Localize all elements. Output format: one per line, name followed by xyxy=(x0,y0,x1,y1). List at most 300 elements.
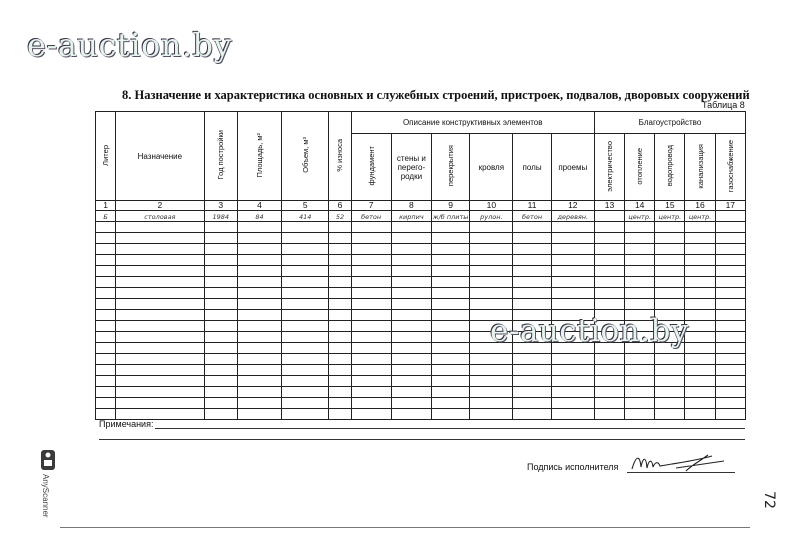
table-cell xyxy=(351,233,391,244)
table-cell xyxy=(431,266,469,277)
table-cell xyxy=(470,387,513,398)
table-cell xyxy=(685,321,715,332)
column-number: 8 xyxy=(391,201,431,211)
table-cell xyxy=(470,288,513,299)
table-row xyxy=(96,233,746,244)
table-cell xyxy=(96,233,116,244)
watermark-top: e-auction.by xyxy=(27,26,233,64)
table-cell xyxy=(625,255,655,266)
header-walls-line2: перего- xyxy=(397,162,426,172)
header-amenities-group: Благоустройство xyxy=(594,112,745,134)
column-number: 17 xyxy=(715,201,745,211)
table-cell xyxy=(431,376,469,387)
table-cell xyxy=(625,244,655,255)
table-cell xyxy=(96,376,116,387)
table-cell xyxy=(470,233,513,244)
table-cell xyxy=(513,376,551,387)
header-heating: отопление xyxy=(625,134,655,201)
table-cell xyxy=(625,266,655,277)
page-bottom-line xyxy=(60,527,750,528)
table-row xyxy=(96,365,746,376)
table-cell xyxy=(655,299,685,310)
table-cell xyxy=(715,299,745,310)
table-cell xyxy=(431,398,469,409)
table-label: Таблица 8 xyxy=(702,100,745,110)
table-cell xyxy=(594,299,624,310)
table-cell xyxy=(237,354,281,365)
cell-openings: деревян. xyxy=(551,211,594,222)
table-cell xyxy=(513,365,551,376)
table-cell xyxy=(351,332,391,343)
table-cell xyxy=(329,321,351,332)
table-cell xyxy=(685,244,715,255)
table-cell xyxy=(551,376,594,387)
table-cell xyxy=(625,365,655,376)
column-number: 12 xyxy=(551,201,594,211)
table-cell xyxy=(655,255,685,266)
table-cell xyxy=(715,277,745,288)
table-cell xyxy=(625,409,655,420)
table-cell xyxy=(715,365,745,376)
table-cell xyxy=(431,387,469,398)
table-cell xyxy=(351,398,391,409)
table-cell xyxy=(237,332,281,343)
table-cell xyxy=(204,244,237,255)
table-cell xyxy=(685,310,715,321)
cell-foundation: бетон xyxy=(351,211,391,222)
cell-water: центр. xyxy=(655,211,685,222)
column-number: 7 xyxy=(351,201,391,211)
table-cell xyxy=(431,244,469,255)
table-cell xyxy=(625,398,655,409)
table-cell xyxy=(715,222,745,233)
table-cell xyxy=(431,222,469,233)
table-cell xyxy=(351,244,391,255)
header-area: Площадь, м² xyxy=(237,112,281,201)
table-cell xyxy=(431,365,469,376)
header-roof: кровля xyxy=(470,134,513,201)
notes-label: Примечания: xyxy=(99,419,154,429)
table-cell xyxy=(470,409,513,420)
cell-year: 1984 xyxy=(204,211,237,222)
cell-purpose: столовая xyxy=(116,211,205,222)
table-cell xyxy=(237,233,281,244)
table-cell xyxy=(715,255,745,266)
table-cell xyxy=(685,288,715,299)
table-cell xyxy=(470,222,513,233)
table-cell xyxy=(513,222,551,233)
table-cell xyxy=(594,277,624,288)
table-cell xyxy=(116,321,205,332)
table-cell xyxy=(685,299,715,310)
table-cell xyxy=(329,398,351,409)
page-number: 72 xyxy=(760,491,777,509)
table-cell xyxy=(625,288,655,299)
table-cell xyxy=(655,409,685,420)
table-cell xyxy=(655,376,685,387)
table-cell xyxy=(655,266,685,277)
table-cell xyxy=(391,299,431,310)
table-cell xyxy=(513,288,551,299)
table-cell xyxy=(329,354,351,365)
table-cell xyxy=(237,266,281,277)
table-cell xyxy=(204,321,237,332)
table-cell xyxy=(685,343,715,354)
table-cell xyxy=(329,387,351,398)
table-cell xyxy=(625,354,655,365)
cell-wear: 52 xyxy=(329,211,351,222)
table-cell xyxy=(351,277,391,288)
table-cell xyxy=(351,310,391,321)
table-cell xyxy=(715,321,745,332)
table-cell xyxy=(329,233,351,244)
table-cell xyxy=(116,222,205,233)
table-row xyxy=(96,211,746,222)
column-number: 9 xyxy=(431,201,469,211)
table-cell xyxy=(237,343,281,354)
header-walls-line1: стены и xyxy=(396,153,426,163)
table-row xyxy=(96,222,746,233)
table-cell xyxy=(351,365,391,376)
table-cell xyxy=(431,321,469,332)
table-cell xyxy=(625,222,655,233)
table-cell xyxy=(431,233,469,244)
table-cell xyxy=(715,266,745,277)
table-cell xyxy=(551,244,594,255)
table-cell xyxy=(391,354,431,365)
table-cell xyxy=(351,288,391,299)
table-row xyxy=(96,398,746,409)
table-cell xyxy=(594,398,624,409)
table-cell xyxy=(655,387,685,398)
table-cell xyxy=(351,409,391,420)
table-cell xyxy=(116,354,205,365)
table-cell xyxy=(237,321,281,332)
column-number: 3 xyxy=(204,201,237,211)
table-cell xyxy=(282,387,329,398)
table-cell xyxy=(551,398,594,409)
table-cell xyxy=(329,266,351,277)
table-cell xyxy=(685,277,715,288)
table-cell xyxy=(329,310,351,321)
table-cell xyxy=(329,277,351,288)
header-walls xyxy=(391,134,431,201)
column-number: 5 xyxy=(282,201,329,211)
scanner-label: AnyScanner xyxy=(41,474,50,518)
table-cell xyxy=(594,365,624,376)
table-row xyxy=(96,299,746,310)
header-volume: Объем, м³ xyxy=(282,112,329,201)
table-cell xyxy=(351,387,391,398)
table-cell xyxy=(391,222,431,233)
table-cell xyxy=(431,409,469,420)
cell-ceilings: ж/б плиты xyxy=(432,212,469,221)
table-cell xyxy=(470,244,513,255)
column-number: 2 xyxy=(116,201,205,211)
table-cell xyxy=(551,299,594,310)
table-cell xyxy=(391,233,431,244)
table-cell xyxy=(204,255,237,266)
table-cell xyxy=(96,365,116,376)
table-cell xyxy=(116,343,205,354)
table-cell xyxy=(237,365,281,376)
table-cell xyxy=(715,398,745,409)
table-cell xyxy=(685,365,715,376)
table-cell xyxy=(282,266,329,277)
header-liter: Литер xyxy=(96,112,116,201)
table-cell xyxy=(204,376,237,387)
table-cell xyxy=(391,266,431,277)
table-cell xyxy=(513,387,551,398)
table-cell xyxy=(625,277,655,288)
table-cell xyxy=(282,299,329,310)
table-cell xyxy=(594,354,624,365)
table-cell xyxy=(391,332,431,343)
cell-volume: 414 xyxy=(282,211,329,222)
table-cell xyxy=(715,354,745,365)
table-cell xyxy=(685,222,715,233)
table-cell xyxy=(96,354,116,365)
table-cell xyxy=(715,332,745,343)
table-cell xyxy=(116,332,205,343)
table-cell xyxy=(594,376,624,387)
table-cell xyxy=(594,266,624,277)
table-cell xyxy=(594,255,624,266)
cell-roof: рулон. xyxy=(470,211,513,222)
table-cell xyxy=(204,277,237,288)
cell-sewerage: центр. xyxy=(685,211,715,222)
table-cell xyxy=(655,244,685,255)
table-cell xyxy=(715,244,745,255)
cell-area: 84 xyxy=(237,211,281,222)
table-cell xyxy=(655,398,685,409)
header-purpose: Назначение xyxy=(116,112,205,201)
table-cell xyxy=(513,398,551,409)
header-sewerage: канализация xyxy=(685,134,715,201)
cell-gas xyxy=(715,211,745,222)
table-cell xyxy=(625,387,655,398)
table-cell xyxy=(551,233,594,244)
table-cell xyxy=(329,409,351,420)
table-cell xyxy=(116,244,205,255)
table-cell xyxy=(237,398,281,409)
table-cell xyxy=(204,332,237,343)
table-cell xyxy=(282,409,329,420)
table-cell xyxy=(594,409,624,420)
table-cell xyxy=(204,233,237,244)
table-cell xyxy=(513,244,551,255)
table-cell xyxy=(431,288,469,299)
watermark-center: e-auction.by xyxy=(490,313,689,349)
table-cell xyxy=(431,343,469,354)
table-cell xyxy=(116,387,205,398)
cell-liter: Б xyxy=(96,211,116,222)
table-cell xyxy=(513,233,551,244)
table-cell xyxy=(391,244,431,255)
table-cell xyxy=(282,233,329,244)
table-cell xyxy=(282,321,329,332)
table-cell xyxy=(391,321,431,332)
column-number: 1 xyxy=(96,201,116,211)
table-row xyxy=(96,244,746,255)
table-cell xyxy=(282,365,329,376)
table-cell xyxy=(513,299,551,310)
table-cell xyxy=(116,376,205,387)
header-floors: полы xyxy=(513,134,551,201)
table-cell xyxy=(431,299,469,310)
table-cell xyxy=(594,222,624,233)
table-cell xyxy=(116,299,205,310)
column-number: 16 xyxy=(685,201,715,211)
buildings-table xyxy=(95,111,746,420)
table-cell xyxy=(96,398,116,409)
table-cell xyxy=(96,343,116,354)
table-cell xyxy=(715,376,745,387)
table-cell xyxy=(329,299,351,310)
header-wear: % износа xyxy=(329,112,351,201)
table-cell xyxy=(96,288,116,299)
table-row xyxy=(96,409,746,420)
table-cell xyxy=(116,409,205,420)
table-row xyxy=(96,277,746,288)
table-cell xyxy=(351,321,391,332)
table-cell xyxy=(282,354,329,365)
table-cell xyxy=(204,409,237,420)
table-cell xyxy=(431,277,469,288)
table-cell xyxy=(237,222,281,233)
table-cell xyxy=(655,233,685,244)
table-cell xyxy=(715,343,745,354)
table-cell xyxy=(329,255,351,266)
table-cell xyxy=(551,409,594,420)
table-cell xyxy=(715,387,745,398)
header-water: водопровод xyxy=(655,134,685,201)
table-cell xyxy=(96,222,116,233)
table-cell xyxy=(282,376,329,387)
table-cell xyxy=(685,409,715,420)
table-cell xyxy=(655,288,685,299)
table-cell xyxy=(391,343,431,354)
column-number: 6 xyxy=(329,201,351,211)
cell-electricity xyxy=(594,211,624,222)
table-row xyxy=(96,255,746,266)
table-cell xyxy=(116,310,205,321)
table-cell xyxy=(431,332,469,343)
table-cell xyxy=(391,398,431,409)
cell-heating: центр. xyxy=(625,211,655,222)
table-cell xyxy=(116,277,205,288)
table-row xyxy=(96,266,746,277)
table-cell xyxy=(96,244,116,255)
table-cell xyxy=(715,233,745,244)
table-cell xyxy=(204,398,237,409)
table-cell xyxy=(431,255,469,266)
table-cell xyxy=(655,365,685,376)
table-cell xyxy=(282,332,329,343)
column-number: 14 xyxy=(625,201,655,211)
table-cell xyxy=(329,365,351,376)
table-cell xyxy=(329,244,351,255)
table-cell xyxy=(237,277,281,288)
table-cell xyxy=(715,310,745,321)
table-cell xyxy=(351,222,391,233)
table-cell xyxy=(351,255,391,266)
table-cell xyxy=(551,288,594,299)
table-cell xyxy=(329,288,351,299)
table-cell xyxy=(655,277,685,288)
table-cell xyxy=(685,233,715,244)
table-cell xyxy=(470,255,513,266)
table-cell xyxy=(470,277,513,288)
header-gas: газоснабжение xyxy=(715,134,745,201)
header-openings: проемы xyxy=(551,134,594,201)
table-cell xyxy=(116,288,205,299)
table-cell xyxy=(237,299,281,310)
table-cell xyxy=(204,354,237,365)
header-ceilings: перекрытия xyxy=(431,134,469,201)
table-cell xyxy=(204,343,237,354)
table-cell xyxy=(204,310,237,321)
table-cell xyxy=(431,354,469,365)
table-cell xyxy=(513,354,551,365)
table-cell xyxy=(391,255,431,266)
table-cell xyxy=(513,409,551,420)
table-cell xyxy=(513,255,551,266)
table-cell xyxy=(282,222,329,233)
table-cell xyxy=(470,398,513,409)
table-cell xyxy=(470,365,513,376)
table-cell xyxy=(96,409,116,420)
table-cell xyxy=(96,387,116,398)
column-number: 13 xyxy=(594,201,624,211)
table-cell xyxy=(351,376,391,387)
column-number: 11 xyxy=(513,201,551,211)
table-cell xyxy=(116,266,205,277)
table-cell xyxy=(625,299,655,310)
table-cell xyxy=(282,244,329,255)
table-cell xyxy=(116,398,205,409)
column-number: 15 xyxy=(655,201,685,211)
table-cell xyxy=(351,266,391,277)
header-walls-line3: родки xyxy=(400,171,423,181)
table-cell xyxy=(513,277,551,288)
table-cell xyxy=(96,299,116,310)
table-cell xyxy=(204,222,237,233)
header-row-group xyxy=(96,112,746,134)
column-number: 4 xyxy=(237,201,281,211)
table-cell xyxy=(237,387,281,398)
table-cell xyxy=(391,387,431,398)
table-cell xyxy=(282,277,329,288)
table-cell xyxy=(204,288,237,299)
table-cell xyxy=(96,277,116,288)
table-cell xyxy=(625,376,655,387)
table-cell xyxy=(685,376,715,387)
table-cell xyxy=(594,233,624,244)
table-cell xyxy=(351,343,391,354)
table-cell xyxy=(237,255,281,266)
table-cell xyxy=(594,244,624,255)
table-cell xyxy=(551,354,594,365)
table-cell xyxy=(715,409,745,420)
notes-line xyxy=(155,428,745,429)
table-row xyxy=(96,354,746,365)
header-electricity: электричество xyxy=(594,134,624,201)
table-cell xyxy=(116,255,205,266)
table-cell xyxy=(391,277,431,288)
table-cell xyxy=(391,310,431,321)
table-row xyxy=(96,387,746,398)
